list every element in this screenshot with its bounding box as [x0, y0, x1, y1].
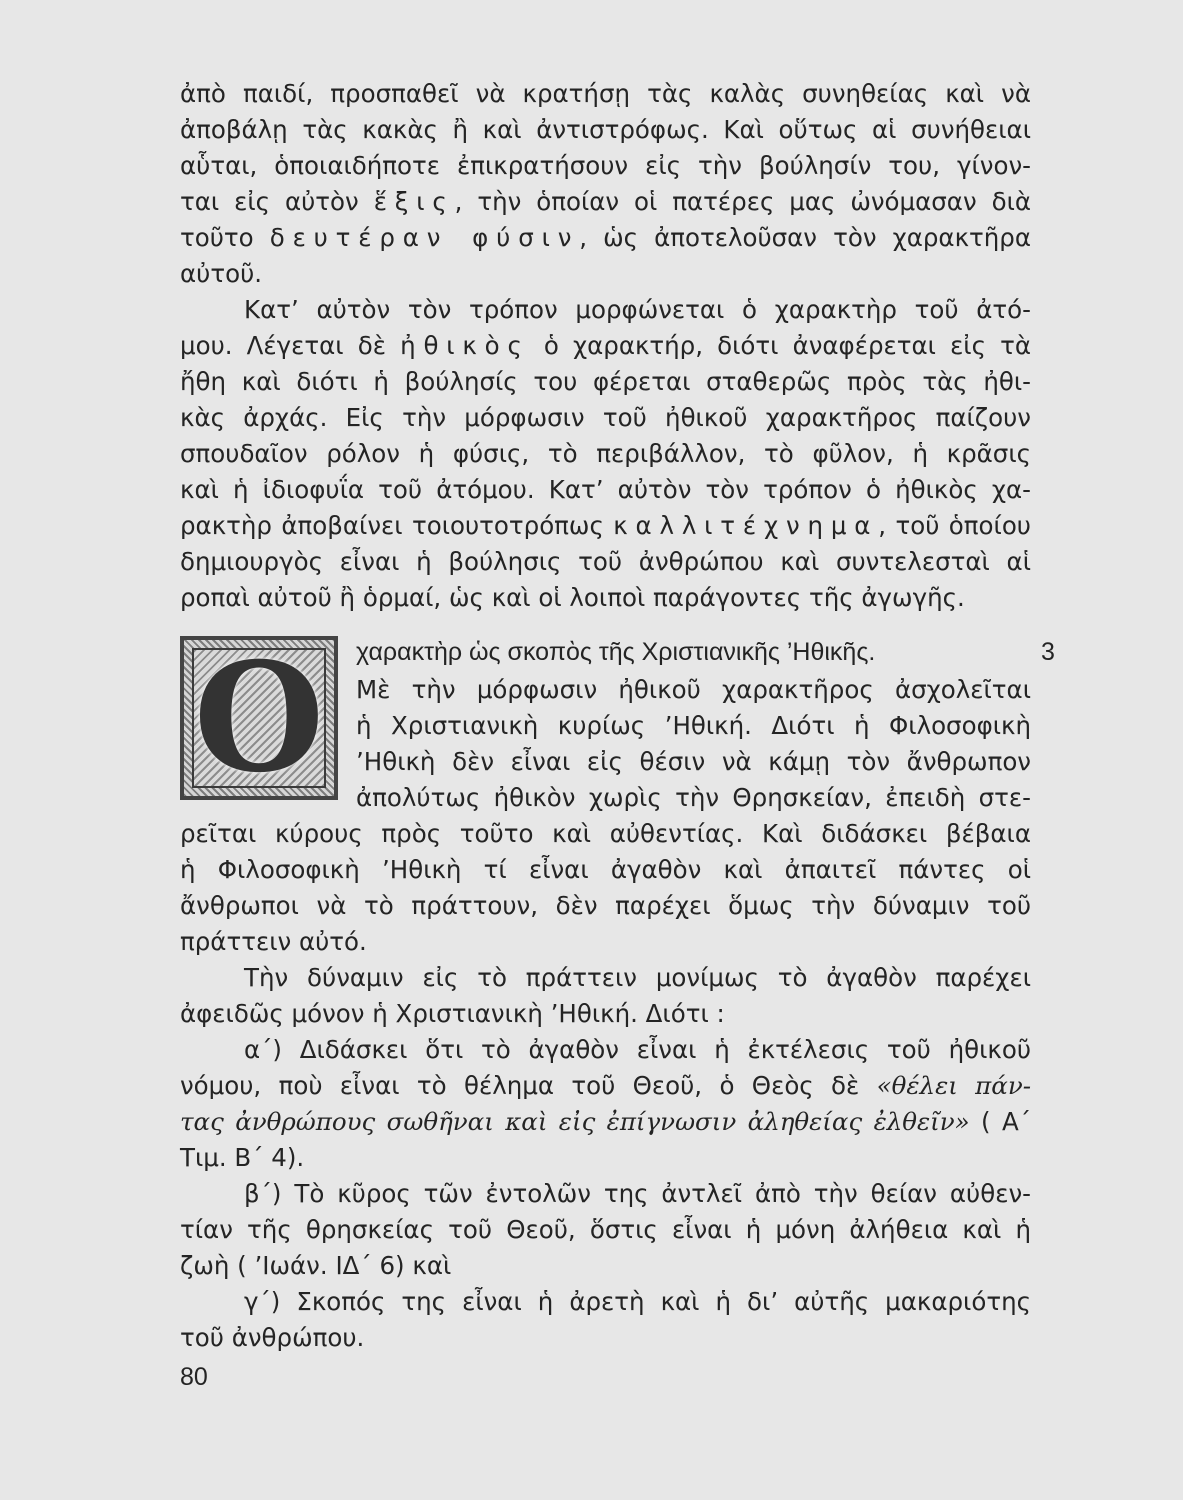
section-heading: χαρακτὴρ ὡς σκοπὸς τῆς Χριστιανικῆς ’Ηθικῆς. [356, 638, 876, 666]
text-run: τοῦτο [180, 223, 270, 252]
text-line: καὶ ἡ ἰδιοφυΐα τοῦ ἀτόμου. Κατ’ αὐτὸν τὸν τρόπον ὁ ἠθικὸς χα- [180, 475, 1031, 504]
text-line: ἄνθρωποι νὰ τὸ πράττουν, δὲν παρέχει ὅμως τὴν δύναμιν τοῦ [180, 891, 1031, 920]
text-line [180, 510, 1031, 542]
spaced-term-ethikos: ἠθικὸς [400, 331, 530, 360]
text-line: ροπαὶ αὐτοῦ ἢ ὁρμαί, ὡς καὶ οἱ λοιποὶ παράγοντες τῆς ἀγωγῆς. [180, 583, 965, 612]
text-run: , τοῦ ὁποίου [878, 511, 1031, 540]
text-line: Μὲ τὴν μόρφωσιν ἠθικοῦ χαρακτῆρος ἀσχολεῖται [356, 675, 1031, 704]
text-run: μου. Λέγεται δὲ [180, 331, 401, 360]
text-line: ἀφειδῶς μόνον ἡ Χριστιανικὴ ’Ηθική. Διότι : [180, 999, 725, 1028]
scripture-quote: τας ἀνθρώπους σωθῆναι καὶ εἰς ἐπίγνωσιν ἀληθείας ἐλθεῖν» [180, 1107, 970, 1136]
list-item-a: α΄) Διδάσκει ὅτι τὸ ἀγαθὸν εἶναι ἡ ἐκτέλεσις τοῦ ἠθικοῦ [244, 1035, 1031, 1064]
text-line: ’Ηθικὴ δὲν εἶναι εἰς θέσιν νὰ κάμῃ τὸν ἄνθρωπον [356, 747, 1031, 776]
text-line: ρεῖται κύρους πρὸς τοῦτο καὶ αὐθεντίας. Καὶ διδάσκει βέβαια [180, 819, 1031, 848]
text-line: Κατ’ αὐτὸν τὸν τρόπον μορφώνεται ὁ χαρακτὴρ τοῦ ἀτό- [244, 295, 1031, 324]
text-line: τίαν τῆς θρησκείας τοῦ Θεοῦ, ὅστις εἶναι ἡ μόνη ἀλήθεια καὶ ἡ [180, 1215, 1031, 1244]
spaced-term-hexis: ἕξις [373, 187, 455, 216]
scripture-quote: «θέλει πάν- [876, 1071, 1032, 1100]
text-line: πράττειν αὐτό. [180, 927, 367, 956]
text-line: σπουδαῖον ρόλον ἡ φύσις, τὸ περιβάλλον, τὸ φῦλον, ἡ κρᾶσις [180, 439, 1031, 468]
text-line: Τὴν δύναμιν εἰς τὸ πράττειν μονίμως τὸ ἀγαθὸν παρέχει [244, 963, 1031, 992]
text-line [180, 1106, 1031, 1138]
text-line: ἀπὸ παιδί, προσπαθεῖ νὰ κρατήσῃ τὰς καλὰς συνηθείας καὶ νὰ [180, 79, 1031, 108]
text-line: ἡ Φιλοσοφικὴ ’Ηθικὴ τί εἶναι ἀγαθὸν καὶ ἀπαιτεῖ πάντες οἱ [180, 855, 1031, 884]
text-line [180, 186, 1031, 218]
text-line: αὗται, ὁποιαιδήποτε ἐπικρατήσουν εἰς τὴν βούλησίν του, γίνον- [180, 151, 1031, 180]
text-run: ρακτὴρ ἀποβαίνει τοιουτοτρόπως [180, 511, 614, 540]
page-number: 80 [180, 1363, 208, 1391]
list-item-c: γ΄) Σκοπός της εἶναι ἡ ἀρετὴ καὶ ἡ δι’ αὐτῆς μακαριότης [244, 1287, 1031, 1316]
text-line: δημιουργὸς εἶναι ἡ βούλησις τοῦ ἀνθρώπου καὶ συντελεσταὶ αἱ [180, 547, 1031, 576]
text-line [180, 330, 1031, 362]
text-line: ἀποβάλῃ τὰς κακὰς ἢ καὶ ἀντιστρόφως. Καὶ οὕτως αἱ συνήθειαι [180, 115, 1031, 144]
text-run: , ὡς ἀποτελοῦσαν τὸν χαρακτῆρα [579, 223, 1032, 252]
text-line: τοῦ ἀνθρώπου. [180, 1323, 365, 1352]
text-line: ἤθη καὶ διότι ἡ βούλησίς του φέρεται σταθερῶς πρὸς τὰς ἠθι- [180, 367, 1031, 396]
text-run: , τὴν ὁποίαν οἱ πατέρες μας ὠνόμασαν διὰ [454, 187, 1032, 216]
text-line [180, 1070, 1031, 1102]
list-item-b: β΄) Τὸ κῦρος τῶν ἐντολῶν της ἀντλεῖ ἀπὸ τὴν θείαν αὐθεν- [244, 1179, 1031, 1208]
text-run: νόμου, ποὺ εἶναι τὸ θέλημα τοῦ Θεοῦ, ὁ Θεὸς δὲ [180, 1071, 877, 1100]
text-line [180, 222, 1031, 254]
text-run: ται εἰς αὐτὸν [180, 187, 374, 216]
text-line: ζωὴ ( ’Ιωάν. ΙΔ΄ 6) καὶ [180, 1251, 452, 1280]
text-run: ὁ χαρακτήρ, διότι ἀναφέρεται εἰς τὰ [529, 331, 1031, 360]
text-line: ἡ Χριστιανικὴ κυρίως ’Ηθική. Διότι ἡ Φιλοσοφικὴ [356, 711, 1031, 740]
spaced-term-deuteran-physin: δευτέραν φύσιν [269, 223, 580, 252]
text-line: αὐτοῦ. [180, 259, 263, 288]
text-line: κὰς ἀρχάς. Εἰς τὴν μόρφωσιν τοῦ ἠθικοῦ χαρακτῆρος παίζουν [180, 403, 1031, 432]
text-run: ( Α΄ [969, 1107, 1031, 1136]
text-line: Τιμ. Β΄ 4). [180, 1143, 305, 1172]
spaced-term-kallitechnima: καλλιτέχνημα [613, 511, 879, 540]
ornamental-drop-cap [180, 630, 338, 806]
margin-section-number: 3 [1041, 638, 1055, 666]
text-line: ἀπολύτως ἠθικὸν χωρὶς τὴν Θρησκείαν, ἐπειδὴ στε- [356, 783, 1031, 812]
drop-cap-letter: O [193, 630, 325, 806]
